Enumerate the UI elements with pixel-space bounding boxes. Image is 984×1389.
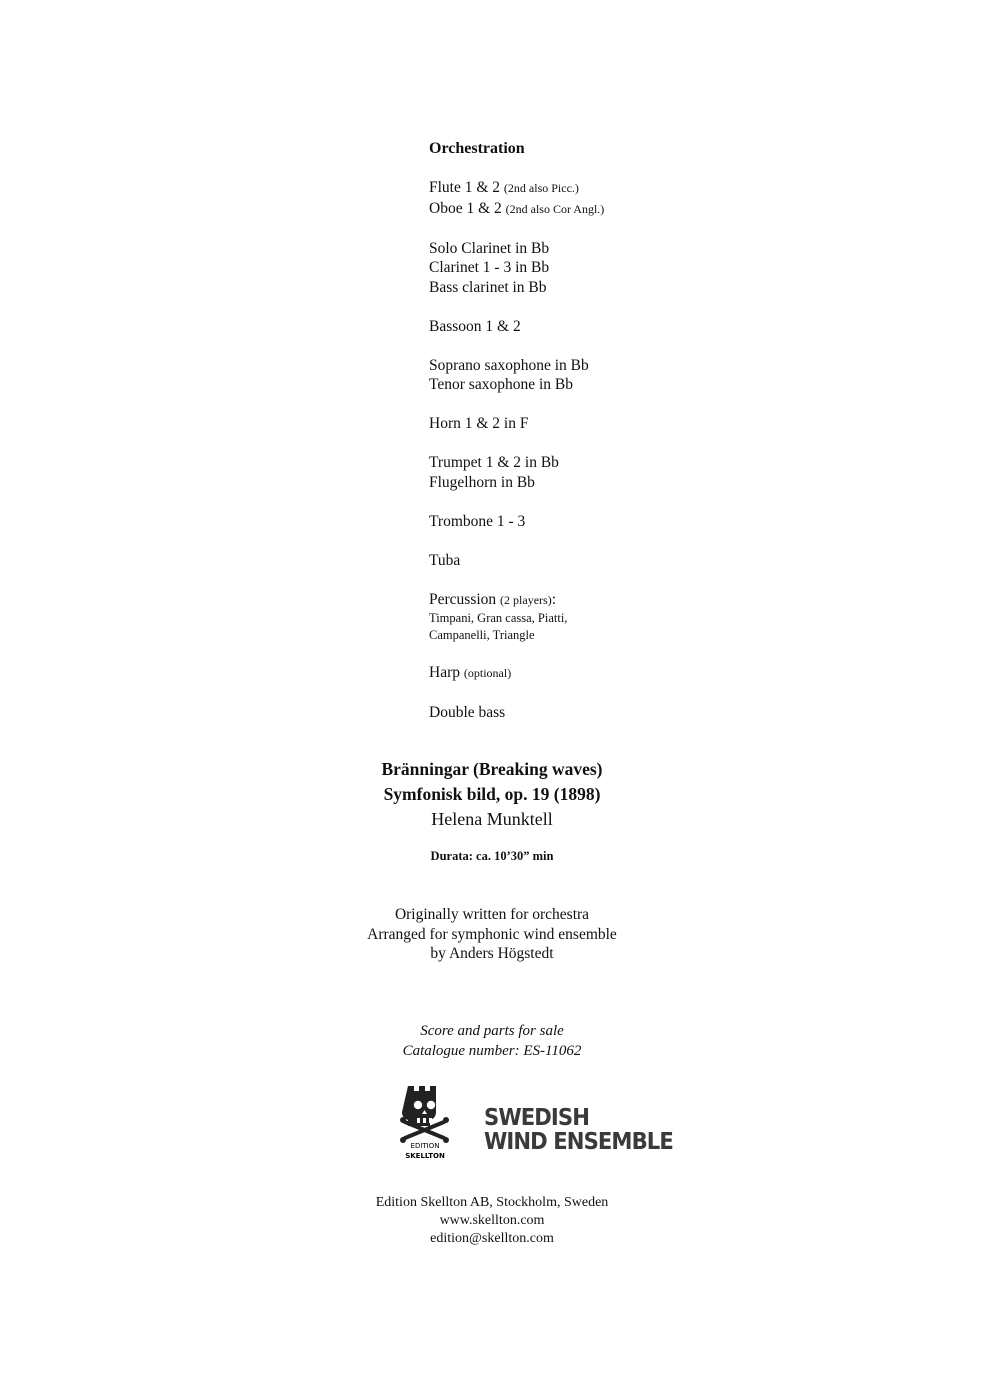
bassoons [429,317,829,337]
percussion-list-1: Timpani, Gran cassa, Piatti, [429,611,568,625]
arrangement-info [0,905,984,964]
arrangement-line-2: Arranged for symphonic wind ensemble [367,925,617,943]
orchestration-heading: Orchestration [429,140,525,157]
swedish-logo-line-2: WIND ENSEMBLE [484,1129,673,1155]
trombone: Trombone 1 - 3 [429,512,526,530]
percussion-group [429,590,829,644]
website-link: www.skellton.com [439,1213,545,1228]
flute-note: (2nd also Picc.) [503,181,579,195]
double-bass-group [429,703,829,723]
harp-line [429,663,829,684]
composer: Helena Munktell [431,809,553,829]
work-title: Bränningar (Breaking waves) [381,759,603,779]
horn: Horn 1 & 2 in F [429,415,529,432]
harp-group [429,663,829,684]
flugelhorn: Flugelhorn in Bb [429,473,535,491]
percussion-line [429,590,829,611]
clarinets [429,239,829,298]
horns [429,414,829,434]
swedish-logo-line-1: SWEDISH [484,1105,589,1131]
catalogue-number: Catalogue number: ES-11062 [402,1042,582,1059]
bassoon: Bassoon 1 & 2 [429,317,521,335]
skellton-logo-top: EDITION [410,1142,440,1150]
sale-line-1: Score and parts for sale [420,1023,564,1039]
email-link: edition@skellton.com [430,1231,554,1246]
sale-info [0,1022,984,1061]
swedish-wind-ensemble-logo [484,1106,673,1154]
work-subtitle: Symfonisk bild, op. 19 (1898) [383,784,601,804]
clarinet: Clarinet 1 - 3 in Bb [429,259,550,276]
flute-line [429,178,829,199]
skull-icon [402,1086,436,1126]
double-bass: Double bass [429,703,506,721]
orchestration-list [429,139,829,742]
tenor-sax: Tenor saxophone in Bb [429,376,573,393]
tuba: Tuba [429,551,461,569]
publisher-address: Edition Skellton AB, Stockholm, Sweden [375,1195,609,1210]
bass-clarinet: Bass clarinet in Bb [429,278,547,296]
percussion: Percussion [429,590,497,608]
harp-note: (optional) [463,665,512,680]
skellton-logo-bottom: SKELLTON [405,1152,445,1160]
arrangement-line-1: Originally written for orchestra [394,906,590,923]
arrangement-line-3: by Anders Högstedt [430,945,554,962]
tubas [429,551,829,571]
flute: Flute 1 & 2 [429,179,501,196]
percussion-colon: : [551,590,557,608]
saxophones [429,356,829,395]
publisher-contact [0,1194,984,1248]
trombones [429,512,829,532]
trumpet: Trumpet 1 & 2 in Bb [429,454,559,471]
trumpets [429,453,829,492]
solo-clarinet: Solo Clarinet in Bb [429,239,550,257]
harp: Harp [429,663,460,681]
oboe: Oboe 1 & 2 [429,199,502,217]
percussion-list-2: Campanelli, Triangle [429,627,535,642]
soprano-sax: Soprano saxophone in Bb [429,356,589,374]
work-title-block [0,757,984,832]
oboe-line [429,199,829,220]
oboe-note: (2nd also Cor Angl.) [505,201,605,216]
durata: Durata: ca. 10’30” min [430,849,554,863]
edition-skellton-logo [392,1082,458,1160]
woodwinds-upper [429,178,829,219]
percussion-note: (2 players) [500,592,552,607]
